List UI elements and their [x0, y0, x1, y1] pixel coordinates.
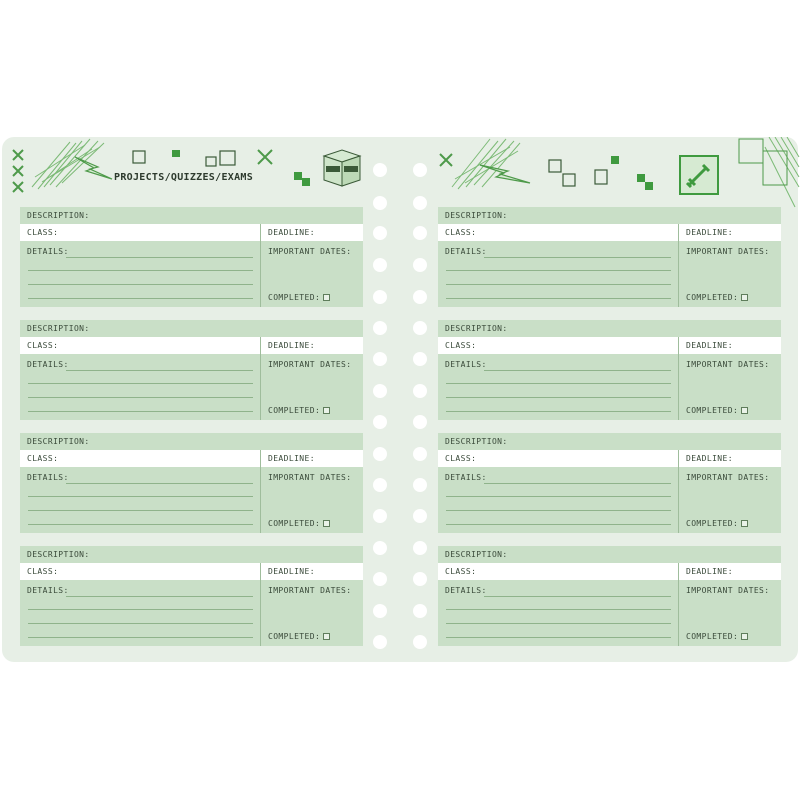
- binder-hole: [373, 258, 387, 272]
- class-label: CLASS:: [445, 228, 477, 237]
- details-label: DETAILS:: [445, 473, 487, 482]
- details-writing-line[interactable]: [446, 298, 671, 299]
- binder-hole: [373, 352, 387, 366]
- column-divider: [260, 337, 261, 420]
- details-writing-line[interactable]: [446, 496, 671, 497]
- details-writing-line[interactable]: [28, 284, 253, 285]
- completed-checkbox[interactable]: [323, 633, 330, 640]
- column-divider: [260, 563, 261, 646]
- details-writing-line[interactable]: [484, 483, 671, 484]
- description-row[interactable]: [438, 207, 781, 224]
- important-dates-label: IMPORTANT DATES:: [686, 360, 770, 369]
- completed-checkbox[interactable]: [741, 633, 748, 640]
- important-dates-label: IMPORTANT DATES:: [686, 473, 770, 482]
- description-label: DESCRIPTION:: [445, 550, 508, 559]
- description-row[interactable]: [20, 433, 363, 450]
- description-label: DESCRIPTION:: [27, 211, 90, 220]
- class-label: CLASS:: [27, 454, 59, 463]
- description-row[interactable]: [20, 207, 363, 224]
- important-dates-label: IMPORTANT DATES:: [268, 247, 352, 256]
- details-writing-line[interactable]: [66, 483, 253, 484]
- details-writing-line[interactable]: [28, 411, 253, 412]
- completed-label: COMPLETED:: [686, 519, 739, 528]
- details-writing-line[interactable]: [66, 257, 253, 258]
- details-writing-line[interactable]: [28, 383, 253, 384]
- page-title: PROJECTS/QUIZZES/EXAMS: [114, 172, 254, 183]
- details-label: DETAILS:: [445, 586, 487, 595]
- class-row[interactable]: [20, 450, 363, 467]
- class-row[interactable]: [20, 224, 363, 241]
- details-writing-line[interactable]: [446, 623, 671, 624]
- details-writing-line[interactable]: [28, 623, 253, 624]
- class-row[interactable]: [438, 563, 781, 580]
- column-divider: [678, 337, 679, 420]
- binder-hole: [413, 384, 427, 398]
- description-row[interactable]: [438, 546, 781, 563]
- details-writing-line[interactable]: [28, 637, 253, 638]
- entry-block: [20, 207, 363, 307]
- details-writing-line[interactable]: [484, 370, 671, 371]
- class-row[interactable]: [438, 450, 781, 467]
- details-writing-line[interactable]: [446, 397, 671, 398]
- binder-hole: [373, 447, 387, 461]
- column-divider: [260, 450, 261, 533]
- important-dates-label: IMPORTANT DATES:: [268, 586, 352, 595]
- completed-checkbox[interactable]: [741, 407, 748, 414]
- details-label: DETAILS:: [445, 247, 487, 256]
- binder-hole: [413, 447, 427, 461]
- details-label: DETAILS:: [27, 586, 69, 595]
- details-writing-line[interactable]: [28, 298, 253, 299]
- entry-block: [438, 546, 781, 646]
- binder-hole: [373, 572, 387, 586]
- binder-hole: [373, 635, 387, 649]
- binder-hole: [413, 509, 427, 523]
- description-label: DESCRIPTION:: [27, 437, 90, 446]
- column-divider: [260, 224, 261, 307]
- completed-label: COMPLETED:: [686, 293, 739, 302]
- binder-hole: [373, 604, 387, 618]
- entry-block: [20, 546, 363, 646]
- binder-hole: [413, 226, 427, 240]
- deadline-label: DEADLINE:: [268, 228, 315, 237]
- entry-block: [438, 207, 781, 307]
- tnt-block-icon: [290, 146, 368, 191]
- binder-hole: [373, 478, 387, 492]
- binder-hole: [413, 572, 427, 586]
- binder-hole: [373, 384, 387, 398]
- important-dates-label: IMPORTANT DATES:: [686, 586, 770, 595]
- binder-hole: [413, 290, 427, 304]
- completed-label: COMPLETED:: [268, 632, 321, 641]
- details-writing-line[interactable]: [446, 637, 671, 638]
- x-mark-icon: [10, 148, 30, 196]
- completed-label: COMPLETED:: [686, 406, 739, 415]
- binder-hole: [373, 321, 387, 335]
- description-label: DESCRIPTION:: [445, 324, 508, 333]
- entry-block: [438, 433, 781, 533]
- deadline-label: DEADLINE:: [268, 454, 315, 463]
- details-writing-line[interactable]: [484, 257, 671, 258]
- details-writing-line[interactable]: [28, 510, 253, 511]
- class-row[interactable]: [438, 337, 781, 354]
- details-writing-line[interactable]: [446, 609, 671, 610]
- class-label: CLASS:: [27, 567, 59, 576]
- details-label: DETAILS:: [445, 360, 487, 369]
- binder-hole: [373, 226, 387, 240]
- important-dates-label: IMPORTANT DATES:: [686, 247, 770, 256]
- completed-checkbox[interactable]: [741, 294, 748, 301]
- binder-hole: [413, 196, 427, 210]
- binder-hole: [413, 415, 427, 429]
- details-writing-line[interactable]: [446, 383, 671, 384]
- binder-hole: [413, 541, 427, 555]
- column-divider: [678, 450, 679, 533]
- deadline-label: DEADLINE:: [686, 454, 733, 463]
- details-writing-line[interactable]: [446, 270, 671, 271]
- details-label: DETAILS:: [27, 473, 69, 482]
- completed-checkbox[interactable]: [323, 294, 330, 301]
- binder-hole: [373, 509, 387, 523]
- binder-hole: [413, 163, 427, 177]
- details-writing-line[interactable]: [446, 510, 671, 511]
- binder-hole: [373, 541, 387, 555]
- class-label: CLASS:: [27, 228, 59, 237]
- binder-hole: [413, 352, 427, 366]
- lightning-bolt-icon: [75, 157, 112, 179]
- details-writing-line[interactable]: [484, 596, 671, 597]
- description-label: DESCRIPTION:: [27, 324, 90, 333]
- entry-block: [20, 320, 363, 420]
- description-row[interactable]: [20, 320, 363, 337]
- binder-hole: [413, 258, 427, 272]
- details-writing-line[interactable]: [446, 284, 671, 285]
- important-dates-label: IMPORTANT DATES:: [268, 473, 352, 482]
- scribble-decoration: [450, 137, 540, 192]
- deadline-label: DEADLINE:: [686, 228, 733, 237]
- description-row[interactable]: [438, 433, 781, 450]
- class-row[interactable]: [20, 337, 363, 354]
- details-writing-line[interactable]: [446, 524, 671, 525]
- completed-label: COMPLETED:: [686, 632, 739, 641]
- completed-checkbox[interactable]: [323, 407, 330, 414]
- deadline-label: DEADLINE:: [686, 567, 733, 576]
- description-label: DESCRIPTION:: [445, 437, 508, 446]
- binder-hole: [373, 290, 387, 304]
- pixel-square-icon: [545, 150, 665, 195]
- details-label: DETAILS:: [27, 247, 69, 256]
- completed-label: COMPLETED:: [268, 406, 321, 415]
- binder-hole: [413, 321, 427, 335]
- description-label: DESCRIPTION:: [27, 550, 90, 559]
- class-label: CLASS:: [445, 341, 477, 350]
- class-label: CLASS:: [27, 341, 59, 350]
- pixel-square-icon: [130, 147, 275, 171]
- binder-hole: [373, 415, 387, 429]
- details-writing-line[interactable]: [28, 496, 253, 497]
- important-dates-label: IMPORTANT DATES:: [268, 360, 352, 369]
- deadline-label: DEADLINE:: [268, 341, 315, 350]
- details-writing-line[interactable]: [28, 270, 253, 271]
- completed-checkbox[interactable]: [741, 520, 748, 527]
- class-row[interactable]: [438, 224, 781, 241]
- scribble-decoration: [30, 137, 125, 192]
- description-row[interactable]: [438, 320, 781, 337]
- diamond-sword-icon: [679, 155, 719, 195]
- column-divider: [678, 224, 679, 307]
- description-label: DESCRIPTION:: [445, 211, 508, 220]
- binder-hole: [373, 196, 387, 210]
- completed-checkbox[interactable]: [323, 520, 330, 527]
- details-writing-line[interactable]: [66, 370, 253, 371]
- entry-block: [438, 320, 781, 420]
- class-label: CLASS:: [445, 454, 477, 463]
- binder-hole: [413, 604, 427, 618]
- details-writing-line[interactable]: [66, 596, 253, 597]
- details-writing-line[interactable]: [28, 609, 253, 610]
- details-writing-line[interactable]: [446, 411, 671, 412]
- column-divider: [678, 563, 679, 646]
- completed-label: COMPLETED:: [268, 519, 321, 528]
- class-row[interactable]: [20, 563, 363, 580]
- details-writing-line[interactable]: [28, 397, 253, 398]
- completed-label: COMPLETED:: [268, 293, 321, 302]
- description-row[interactable]: [20, 546, 363, 563]
- details-writing-line[interactable]: [28, 524, 253, 525]
- deadline-label: DEADLINE:: [268, 567, 315, 576]
- binder-hole: [413, 635, 427, 649]
- class-label: CLASS:: [445, 567, 477, 576]
- binder-hole: [373, 163, 387, 177]
- entry-block: [20, 433, 363, 533]
- binder-hole: [413, 478, 427, 492]
- deadline-label: DEADLINE:: [686, 341, 733, 350]
- details-label: DETAILS:: [27, 360, 69, 369]
